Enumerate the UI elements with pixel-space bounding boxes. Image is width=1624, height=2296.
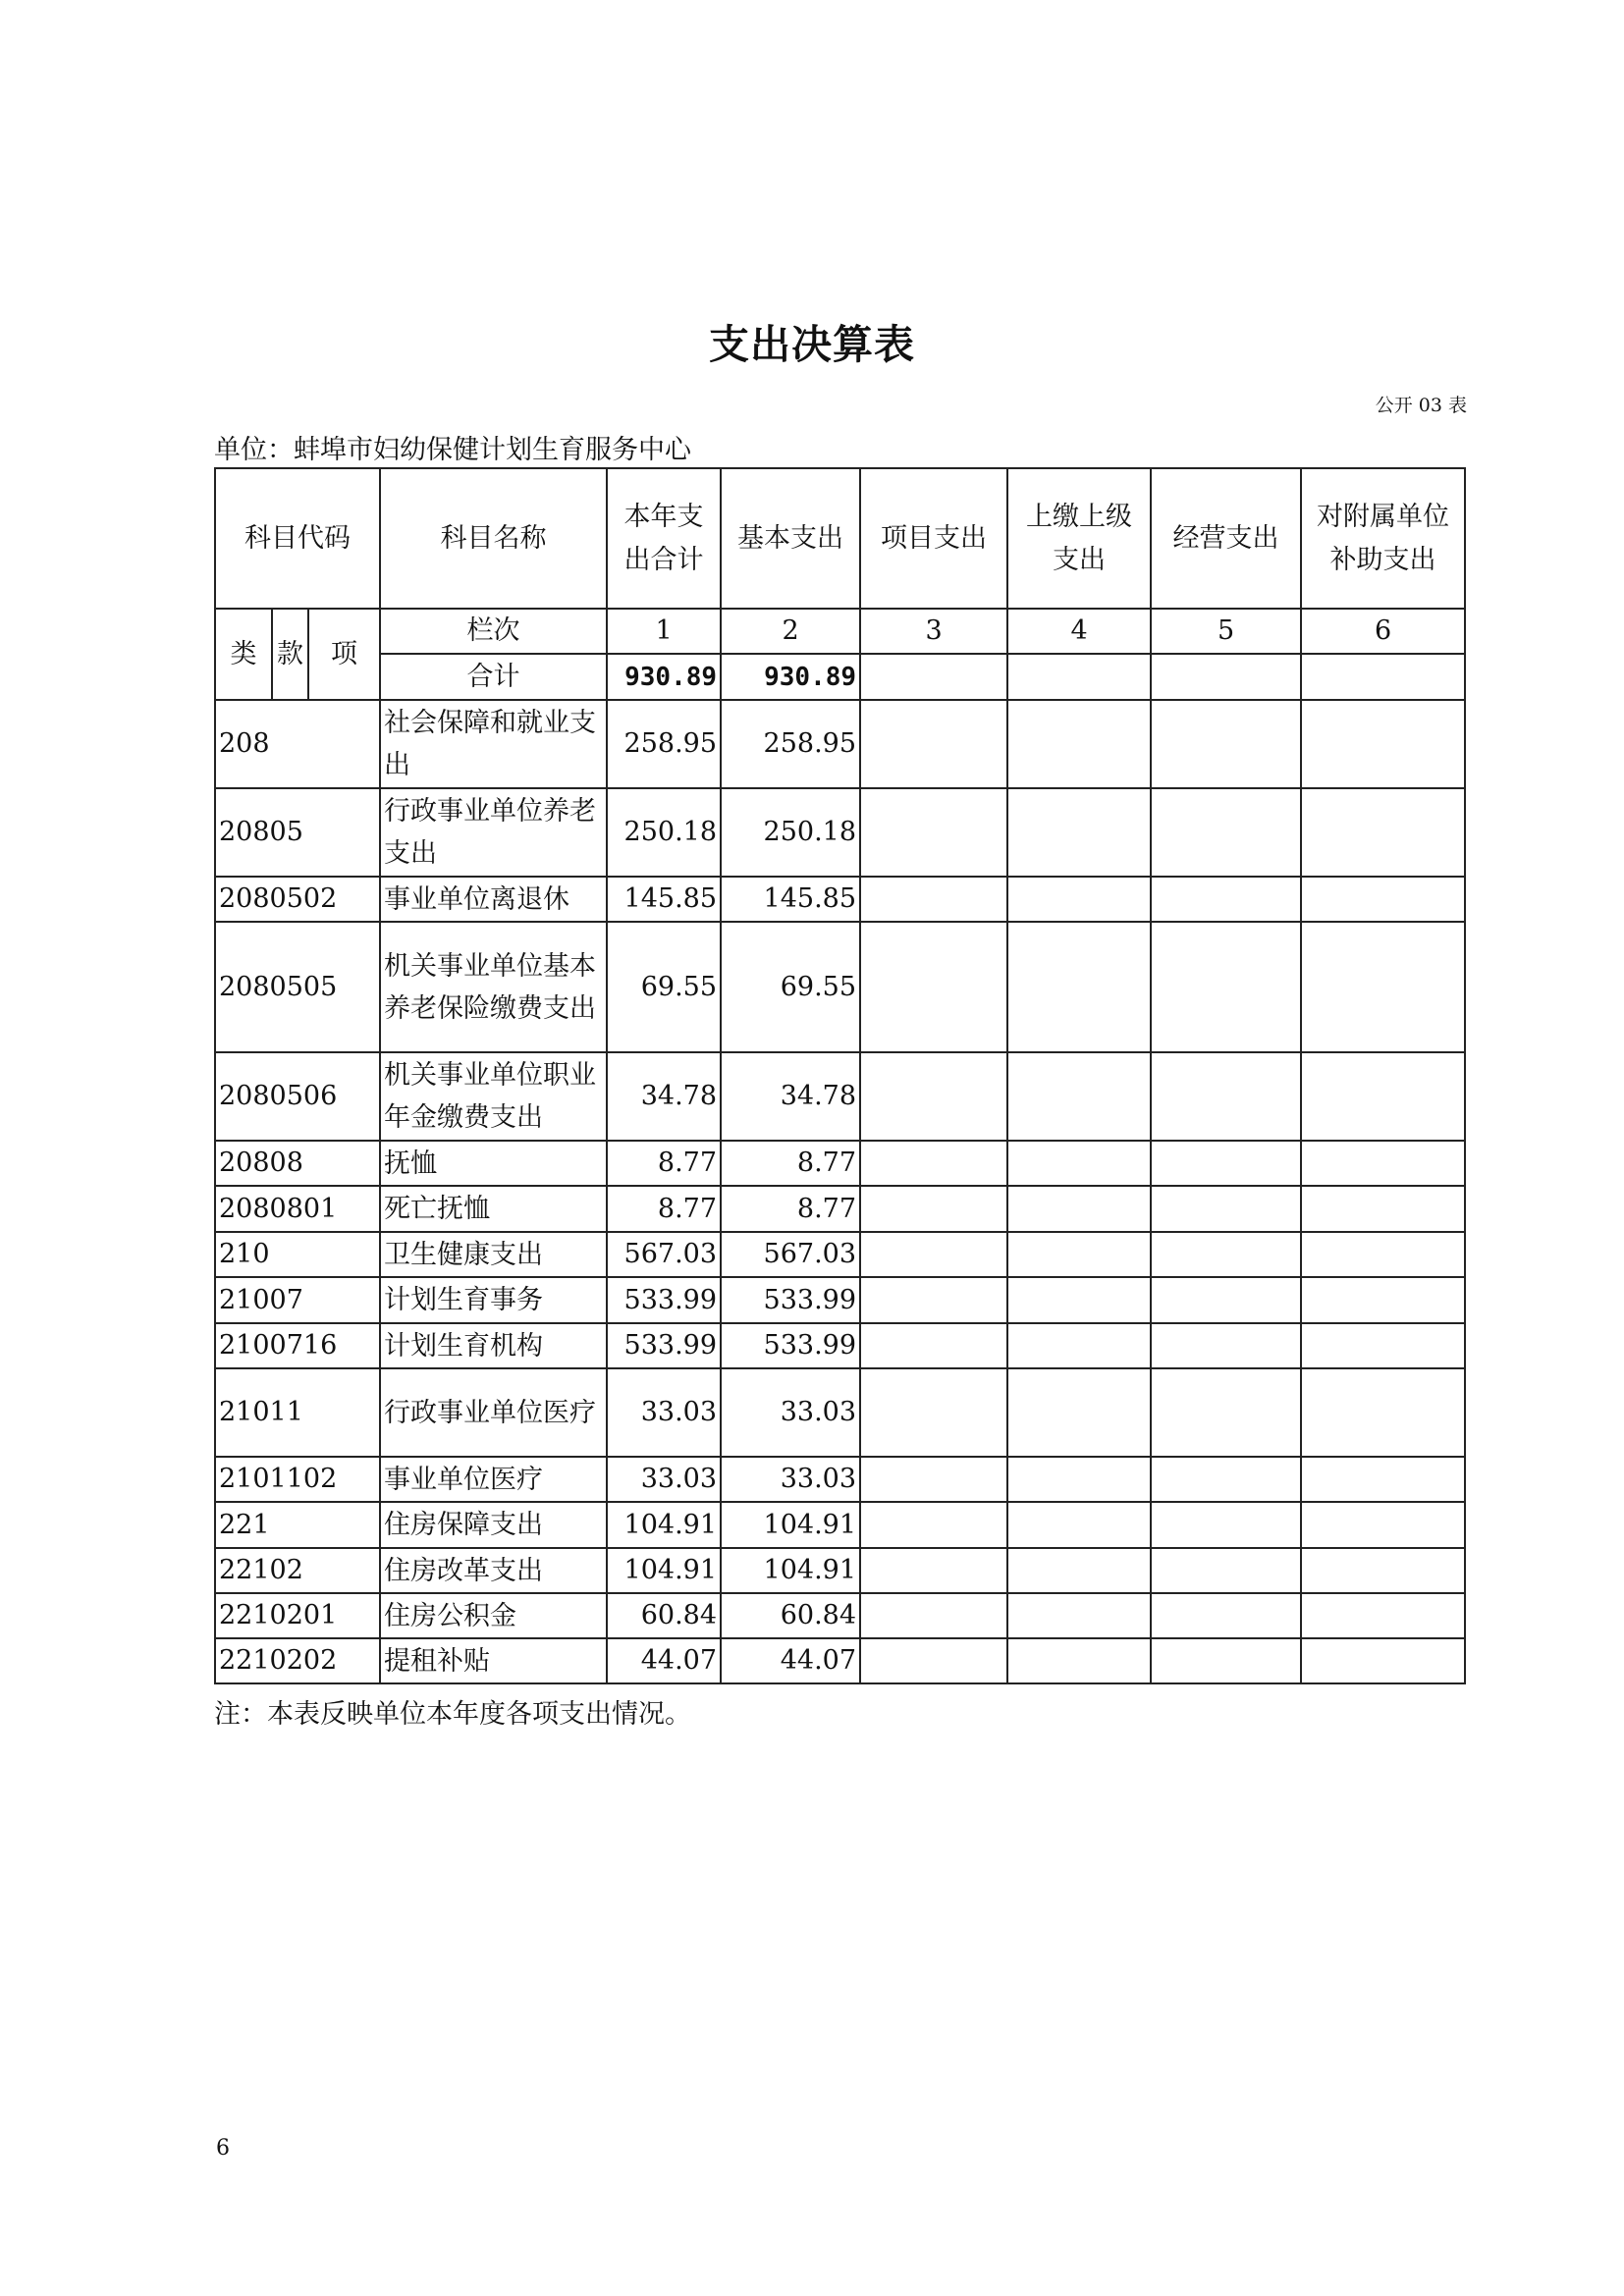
unit-label: 单位：蚌埠市妇幼保健计划生育服务中心 bbox=[214, 435, 691, 465]
row-col6 bbox=[1301, 700, 1465, 788]
row-col1: 34.78 bbox=[607, 1052, 721, 1141]
total-col2: 930.89 bbox=[721, 654, 860, 700]
header-col5: 经营支出 bbox=[1151, 468, 1301, 609]
row-col3 bbox=[860, 1232, 1007, 1277]
row-col4 bbox=[1007, 1548, 1151, 1593]
row-col5 bbox=[1151, 1141, 1301, 1186]
row-name: 社会保障和就业支出 bbox=[380, 700, 607, 788]
row-name: 机关事业单位职业年金缴费支出 bbox=[380, 1052, 607, 1141]
header-lei: 类 bbox=[215, 609, 272, 700]
row-col3 bbox=[860, 922, 1007, 1052]
row-code: 20808 bbox=[215, 1141, 380, 1186]
row-name: 住房保障支出 bbox=[380, 1502, 607, 1548]
row-col3 bbox=[860, 700, 1007, 788]
row-col4 bbox=[1007, 788, 1151, 877]
row-col3 bbox=[860, 1186, 1007, 1232]
row-name: 抚恤 bbox=[380, 1141, 607, 1186]
row-col3 bbox=[860, 1323, 1007, 1368]
total-row bbox=[215, 654, 1465, 700]
row-col5 bbox=[1151, 1457, 1301, 1502]
document-title: 支出决算表 bbox=[709, 321, 915, 368]
row-col2: 145.85 bbox=[721, 877, 860, 922]
row-col4 bbox=[1007, 1502, 1151, 1548]
row-col1: 533.99 bbox=[607, 1277, 721, 1323]
row-code: 20805 bbox=[215, 788, 380, 877]
row-col3 bbox=[860, 1548, 1007, 1593]
header-col4 bbox=[1007, 468, 1151, 609]
row-col1: 145.85 bbox=[607, 877, 721, 922]
row-col6 bbox=[1301, 1548, 1465, 1593]
row-col4 bbox=[1007, 877, 1151, 922]
row-col2: 60.84 bbox=[721, 1593, 860, 1638]
total-col1: 930.89 bbox=[607, 654, 721, 700]
row-code: 221 bbox=[215, 1502, 380, 1548]
row-col3 bbox=[860, 1052, 1007, 1141]
row-code: 2101102 bbox=[215, 1457, 380, 1502]
row-col5 bbox=[1151, 1323, 1301, 1368]
row-col6 bbox=[1301, 1141, 1465, 1186]
row-col1: 33.03 bbox=[607, 1457, 721, 1502]
table-row bbox=[215, 1368, 1465, 1457]
row-col5 bbox=[1151, 1277, 1301, 1323]
header-col2: 基本支出 bbox=[721, 468, 860, 609]
row-code: 2080502 bbox=[215, 877, 380, 922]
table-row bbox=[215, 1457, 1465, 1502]
row-col3 bbox=[860, 877, 1007, 922]
row-col4 bbox=[1007, 1232, 1151, 1277]
row-col5 bbox=[1151, 1186, 1301, 1232]
expenditure-table bbox=[214, 467, 1466, 1684]
table-row bbox=[215, 1593, 1465, 1638]
row-col4 bbox=[1007, 1277, 1151, 1323]
table-row bbox=[215, 788, 1465, 877]
header-col1-line1: 本年支 bbox=[623, 501, 704, 532]
table-row bbox=[215, 1323, 1465, 1368]
row-col1: 60.84 bbox=[607, 1593, 721, 1638]
row-col6 bbox=[1301, 1638, 1465, 1683]
header-col4-line2: 支出 bbox=[1053, 544, 1107, 575]
row-col4 bbox=[1007, 1638, 1151, 1683]
row-col4 bbox=[1007, 1593, 1151, 1638]
row-col5 bbox=[1151, 1502, 1301, 1548]
table-row bbox=[215, 1186, 1465, 1232]
total-col5 bbox=[1151, 654, 1301, 700]
row-code: 2080801 bbox=[215, 1186, 380, 1232]
header-col1-line2: 出合计 bbox=[623, 544, 704, 575]
row-name: 住房公积金 bbox=[380, 1593, 607, 1638]
column-index-2: 2 bbox=[721, 609, 860, 654]
row-col1: 567.03 bbox=[607, 1232, 721, 1277]
column-index-4: 4 bbox=[1007, 609, 1151, 654]
row-col5 bbox=[1151, 1052, 1301, 1141]
row-col5 bbox=[1151, 1638, 1301, 1683]
header-col3: 项目支出 bbox=[860, 468, 1007, 609]
header-xiang: 项 bbox=[308, 609, 380, 700]
row-col2: 533.99 bbox=[721, 1323, 860, 1368]
row-code: 22102 bbox=[215, 1548, 380, 1593]
row-col1: 69.55 bbox=[607, 922, 721, 1052]
page-number: 6 bbox=[216, 2136, 230, 2161]
row-col6 bbox=[1301, 1186, 1465, 1232]
row-col5 bbox=[1151, 1548, 1301, 1593]
row-code: 210 bbox=[215, 1232, 380, 1277]
row-col4 bbox=[1007, 1141, 1151, 1186]
row-col5 bbox=[1151, 922, 1301, 1052]
row-col5 bbox=[1151, 877, 1301, 922]
total-col4 bbox=[1007, 654, 1151, 700]
row-col1: 33.03 bbox=[607, 1368, 721, 1457]
row-code: 2100716 bbox=[215, 1323, 380, 1368]
row-col4 bbox=[1007, 1457, 1151, 1502]
column-index-3: 3 bbox=[860, 609, 1007, 654]
table-row bbox=[215, 1548, 1465, 1593]
header-col6 bbox=[1301, 468, 1465, 609]
row-code: 2210202 bbox=[215, 1638, 380, 1683]
row-col6 bbox=[1301, 1593, 1465, 1638]
row-name: 卫生健康支出 bbox=[380, 1232, 607, 1277]
row-col5 bbox=[1151, 1368, 1301, 1457]
row-col2: 69.55 bbox=[721, 922, 860, 1052]
row-col5 bbox=[1151, 700, 1301, 788]
table-row bbox=[215, 1638, 1465, 1683]
header-col6-line2: 补助支出 bbox=[1329, 544, 1436, 575]
row-name: 事业单位离退休 bbox=[380, 877, 607, 922]
row-name: 住房改革支出 bbox=[380, 1548, 607, 1593]
row-col2: 44.07 bbox=[721, 1638, 860, 1683]
header-kuan: 款 bbox=[272, 609, 308, 700]
row-code: 2080505 bbox=[215, 922, 380, 1052]
header-name: 科目名称 bbox=[380, 468, 607, 609]
row-name: 行政事业单位医疗 bbox=[380, 1368, 607, 1457]
table-row bbox=[215, 1232, 1465, 1277]
table-row bbox=[215, 1277, 1465, 1323]
form-number: 公开 03 表 bbox=[1375, 395, 1467, 416]
row-col2: 250.18 bbox=[721, 788, 860, 877]
row-col1: 104.91 bbox=[607, 1502, 721, 1548]
row-col4 bbox=[1007, 1052, 1151, 1141]
row-col6 bbox=[1301, 788, 1465, 877]
row-col1: 44.07 bbox=[607, 1638, 721, 1683]
row-code: 21011 bbox=[215, 1368, 380, 1457]
row-col6 bbox=[1301, 877, 1465, 922]
row-name: 事业单位医疗 bbox=[380, 1457, 607, 1502]
row-col3 bbox=[860, 1593, 1007, 1638]
row-col2: 258.95 bbox=[721, 700, 860, 788]
header-col1 bbox=[607, 468, 721, 609]
table-row bbox=[215, 1052, 1465, 1141]
row-col2: 8.77 bbox=[721, 1186, 860, 1232]
row-col3 bbox=[860, 1368, 1007, 1457]
row-col2: 33.03 bbox=[721, 1457, 860, 1502]
row-col6 bbox=[1301, 1232, 1465, 1277]
row-col4 bbox=[1007, 1368, 1151, 1457]
table-row bbox=[215, 1141, 1465, 1186]
row-col4 bbox=[1007, 922, 1151, 1052]
row-col2: 104.91 bbox=[721, 1502, 860, 1548]
row-col3 bbox=[860, 1141, 1007, 1186]
row-col2: 33.03 bbox=[721, 1368, 860, 1457]
row-col6 bbox=[1301, 1277, 1465, 1323]
table-row bbox=[215, 877, 1465, 922]
row-col5 bbox=[1151, 788, 1301, 877]
row-col1: 8.77 bbox=[607, 1141, 721, 1186]
row-code: 21007 bbox=[215, 1277, 380, 1323]
row-col2: 533.99 bbox=[721, 1277, 860, 1323]
row-col5 bbox=[1151, 1593, 1301, 1638]
row-col6 bbox=[1301, 1323, 1465, 1368]
total-label: 合计 bbox=[380, 654, 607, 700]
row-name: 死亡抚恤 bbox=[380, 1186, 607, 1232]
table-note: 注：本表反映单位本年度各项支出情况。 bbox=[214, 1699, 691, 1730]
row-col1: 8.77 bbox=[607, 1186, 721, 1232]
total-col6 bbox=[1301, 654, 1465, 700]
row-col3 bbox=[860, 1277, 1007, 1323]
row-col1: 533.99 bbox=[607, 1323, 721, 1368]
row-col2: 104.91 bbox=[721, 1548, 860, 1593]
row-col6 bbox=[1301, 1368, 1465, 1457]
row-col1: 258.95 bbox=[607, 700, 721, 788]
column-index-1: 1 bbox=[607, 609, 721, 654]
column-index-label: 栏次 bbox=[380, 609, 607, 654]
row-col6 bbox=[1301, 1052, 1465, 1141]
row-col5 bbox=[1151, 1232, 1301, 1277]
row-code: 208 bbox=[215, 700, 380, 788]
row-col1: 250.18 bbox=[607, 788, 721, 877]
row-col1: 104.91 bbox=[607, 1548, 721, 1593]
header-code: 科目代码 bbox=[215, 468, 380, 609]
table-row bbox=[215, 922, 1465, 1052]
row-col3 bbox=[860, 1638, 1007, 1683]
row-code: 2210201 bbox=[215, 1593, 380, 1638]
row-col2: 567.03 bbox=[721, 1232, 860, 1277]
column-index-5: 5 bbox=[1151, 609, 1301, 654]
row-name: 行政事业单位养老支出 bbox=[380, 788, 607, 877]
row-col6 bbox=[1301, 922, 1465, 1052]
row-col3 bbox=[860, 1457, 1007, 1502]
row-col3 bbox=[860, 788, 1007, 877]
row-col3 bbox=[860, 1502, 1007, 1548]
row-name: 计划生育机构 bbox=[380, 1323, 607, 1368]
column-index-row bbox=[215, 609, 1465, 654]
row-col4 bbox=[1007, 700, 1151, 788]
table-row bbox=[215, 1502, 1465, 1548]
row-col6 bbox=[1301, 1502, 1465, 1548]
header-row bbox=[215, 468, 1465, 609]
row-col4 bbox=[1007, 1186, 1151, 1232]
column-index-6: 6 bbox=[1301, 609, 1465, 654]
table-row bbox=[215, 700, 1465, 788]
header-col4-line1: 上缴上级 bbox=[1026, 501, 1133, 532]
row-col4 bbox=[1007, 1323, 1151, 1368]
row-col2: 34.78 bbox=[721, 1052, 860, 1141]
row-col2: 8.77 bbox=[721, 1141, 860, 1186]
header-col6-line1: 对附属单位 bbox=[1317, 501, 1450, 532]
total-col3 bbox=[860, 654, 1007, 700]
row-name: 提租补贴 bbox=[380, 1638, 607, 1683]
row-name: 机关事业单位基本养老保险缴费支出 bbox=[380, 922, 607, 1052]
row-col6 bbox=[1301, 1457, 1465, 1502]
row-code: 2080506 bbox=[215, 1052, 380, 1141]
row-name: 计划生育事务 bbox=[380, 1277, 607, 1323]
